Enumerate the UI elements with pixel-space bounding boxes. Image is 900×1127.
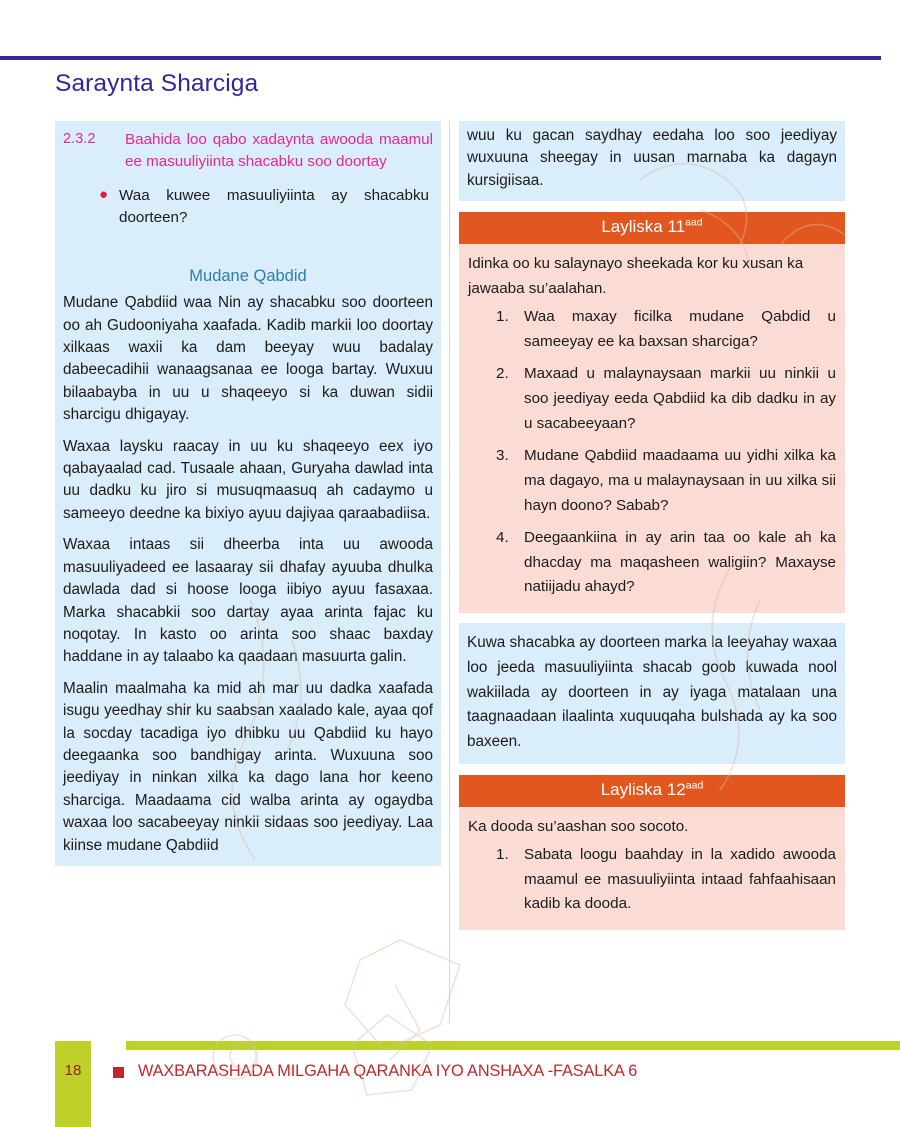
bullet-dot-icon: ● [99, 186, 109, 204]
section-heading-text: Baahida loo qabo xadaynta awooda maamul ee masuuliyiinta shacabku soo doortay [125, 131, 433, 170]
page-number: 18 [64, 1062, 82, 1079]
page-title: Saraynta Sharciga [55, 70, 259, 97]
exercise-11-label: Layliska 11 [601, 217, 686, 237]
section-heading-row [63, 129, 433, 172]
exercise-11 [459, 212, 845, 613]
two-column-body [55, 121, 845, 1026]
right-column [459, 121, 845, 930]
exercise-11-question: Mudane Qabdiid maadaama uu yidhi xilka ka ma dagayo, ma u malaynaysaan in uu xilka sii hayn doono? Sabab? [524, 447, 836, 514]
exercise-11-question: Waa maxay ficilka mudane Qabdid u sameeyay ee ka baxsan sharciga? [524, 308, 836, 350]
story-block [55, 237, 441, 866]
exercise-12 [459, 775, 845, 930]
middle-paragraph-block [459, 623, 845, 764]
story-continuation-block [459, 121, 845, 201]
story-paragraph: Maalin maalmaha ka mid ah mar uu dadka xaafada isugu yeedhay shir ku saabsan xaalado kale, ayaa qof la socday tacadiga iyo dhibku uu Qabdiid ku hayo deegaanka soo bandhigay arinta. Wuxuuna soo jeediyay in ninkan xilka ka dago lana hor keeno sharciga. Maadaama cid walba arinta ay ogaydba waxaa loo sacabeeyay ninkii sidaas soo jeediyay. Laa kiinse mudane Qabdiid [63, 679, 433, 854]
exercise-11-header [459, 212, 845, 244]
footer-page-block [55, 1041, 91, 1127]
exercise-12-intro: Ka dooda su’aashan soo socoto. [468, 817, 689, 835]
exercise-12-header [459, 775, 845, 807]
exercise-12-label-suffix: aad [685, 779, 704, 792]
footer-green-bar [126, 1041, 900, 1050]
exercise-12-label: Layliska 12 [600, 779, 686, 799]
section-bullet-text: Waa kuwee masuuliyiinta ay shacabku doorteen? [119, 187, 429, 227]
exercise-11-body [459, 244, 845, 613]
footer-title: WAXBARASHADA MILGAHA QARANKA IYO ANSHAXA -FASALKA 6 [138, 1062, 638, 1080]
page-footer [0, 1040, 900, 1125]
middle-paragraph-text: Kuwa shacabka ay doorteen marka la leeyahay waxaa loo jeeda masuuliyiinta shacab goob kuwada nool wakiilada ay doorteen in ay iyaga matalaan una taagnaadaan ilaalinta xuquuqaha bulshada ay ka soo baxeen. [467, 634, 837, 751]
footer-square-icon [113, 1067, 124, 1078]
left-column [55, 121, 441, 866]
story-paragraph: Waxaa laysku raacay in uu ku shaqeeyo eex iyo qabayaalad cad. Tusaale ahaan, Guryaha dawlad inta uu dadku ku jiro si musuqmaasuq ah cadaymo u sameeyo deedne ka bixiyo ayuu dajiyaa qaraabadiisa. [63, 437, 433, 522]
exercise-11-intro: Idinka oo ku salaynayo sheekada kor ku xusan ka jawaaba su’aalahan. [468, 254, 804, 297]
section-heading-block [55, 121, 441, 237]
header-rule [0, 56, 881, 60]
exercise-12-body [459, 807, 845, 931]
exercise-12-question-list [468, 843, 836, 917]
exercise-12-question: Sabata loogu baahday in la xadido awooda maamul ee masuuliyiinta intaad fahfaahisaan kadib ka dooda. [524, 846, 836, 913]
exercise-11-question-list [468, 305, 836, 600]
story-paragraph: Mudane Qabdiid waa Nin ay shacabku soo doorteen oo ah Gudooniyaha xaafada. Kadib markii loo doortay xilkaas waxii ka dam beeyay wuu badalay dabeecadihii wanaagsanaa ee looga bartay. Wuxuu bilaabayba in uu u shaqeeyo si ka duwan sidii sharcigu dhigayay. [63, 294, 433, 424]
story-paragraph: Waxaa intaas sii dheerba inta uu awooda masuuliyadeed ee lasaaray sii dhafay ayuuba dhulka dawlada dad si hoose looga iibiyo ayuu fasaxaa. Marka shacabkii soo dartay ayaa arinta fajac ku noqotay. In kasto oo arinta soo shaac baxday haddane in ay talaabo ka qaadaan masuurta galin. [63, 536, 433, 666]
section-bullet-row [63, 185, 433, 229]
story-title: Mudane Qabdid [189, 267, 307, 286]
section-number: 2.3.2 [63, 131, 96, 147]
exercise-11-label-suffix: aad [685, 216, 703, 229]
column-divider [449, 121, 450, 1023]
story-continuation-text: wuu ku gacan saydhay eedaha loo soo jeediyay wuxuuna sheegay in uusan marnaba ka dagayn kursigiisaa. [467, 127, 837, 189]
exercise-11-question: Maxaad u malaynaysaan markii uu ninkii u soo jeediyay eeda Qabdiid ka dib dadku in ay u sacabeeyaan? [524, 365, 836, 432]
exercise-11-question: Deegaankiina in ay arin taa oo kale ah ka dhacday ma maqasheen waligiin? Maxayse natiijadu ahayd? [524, 529, 836, 596]
